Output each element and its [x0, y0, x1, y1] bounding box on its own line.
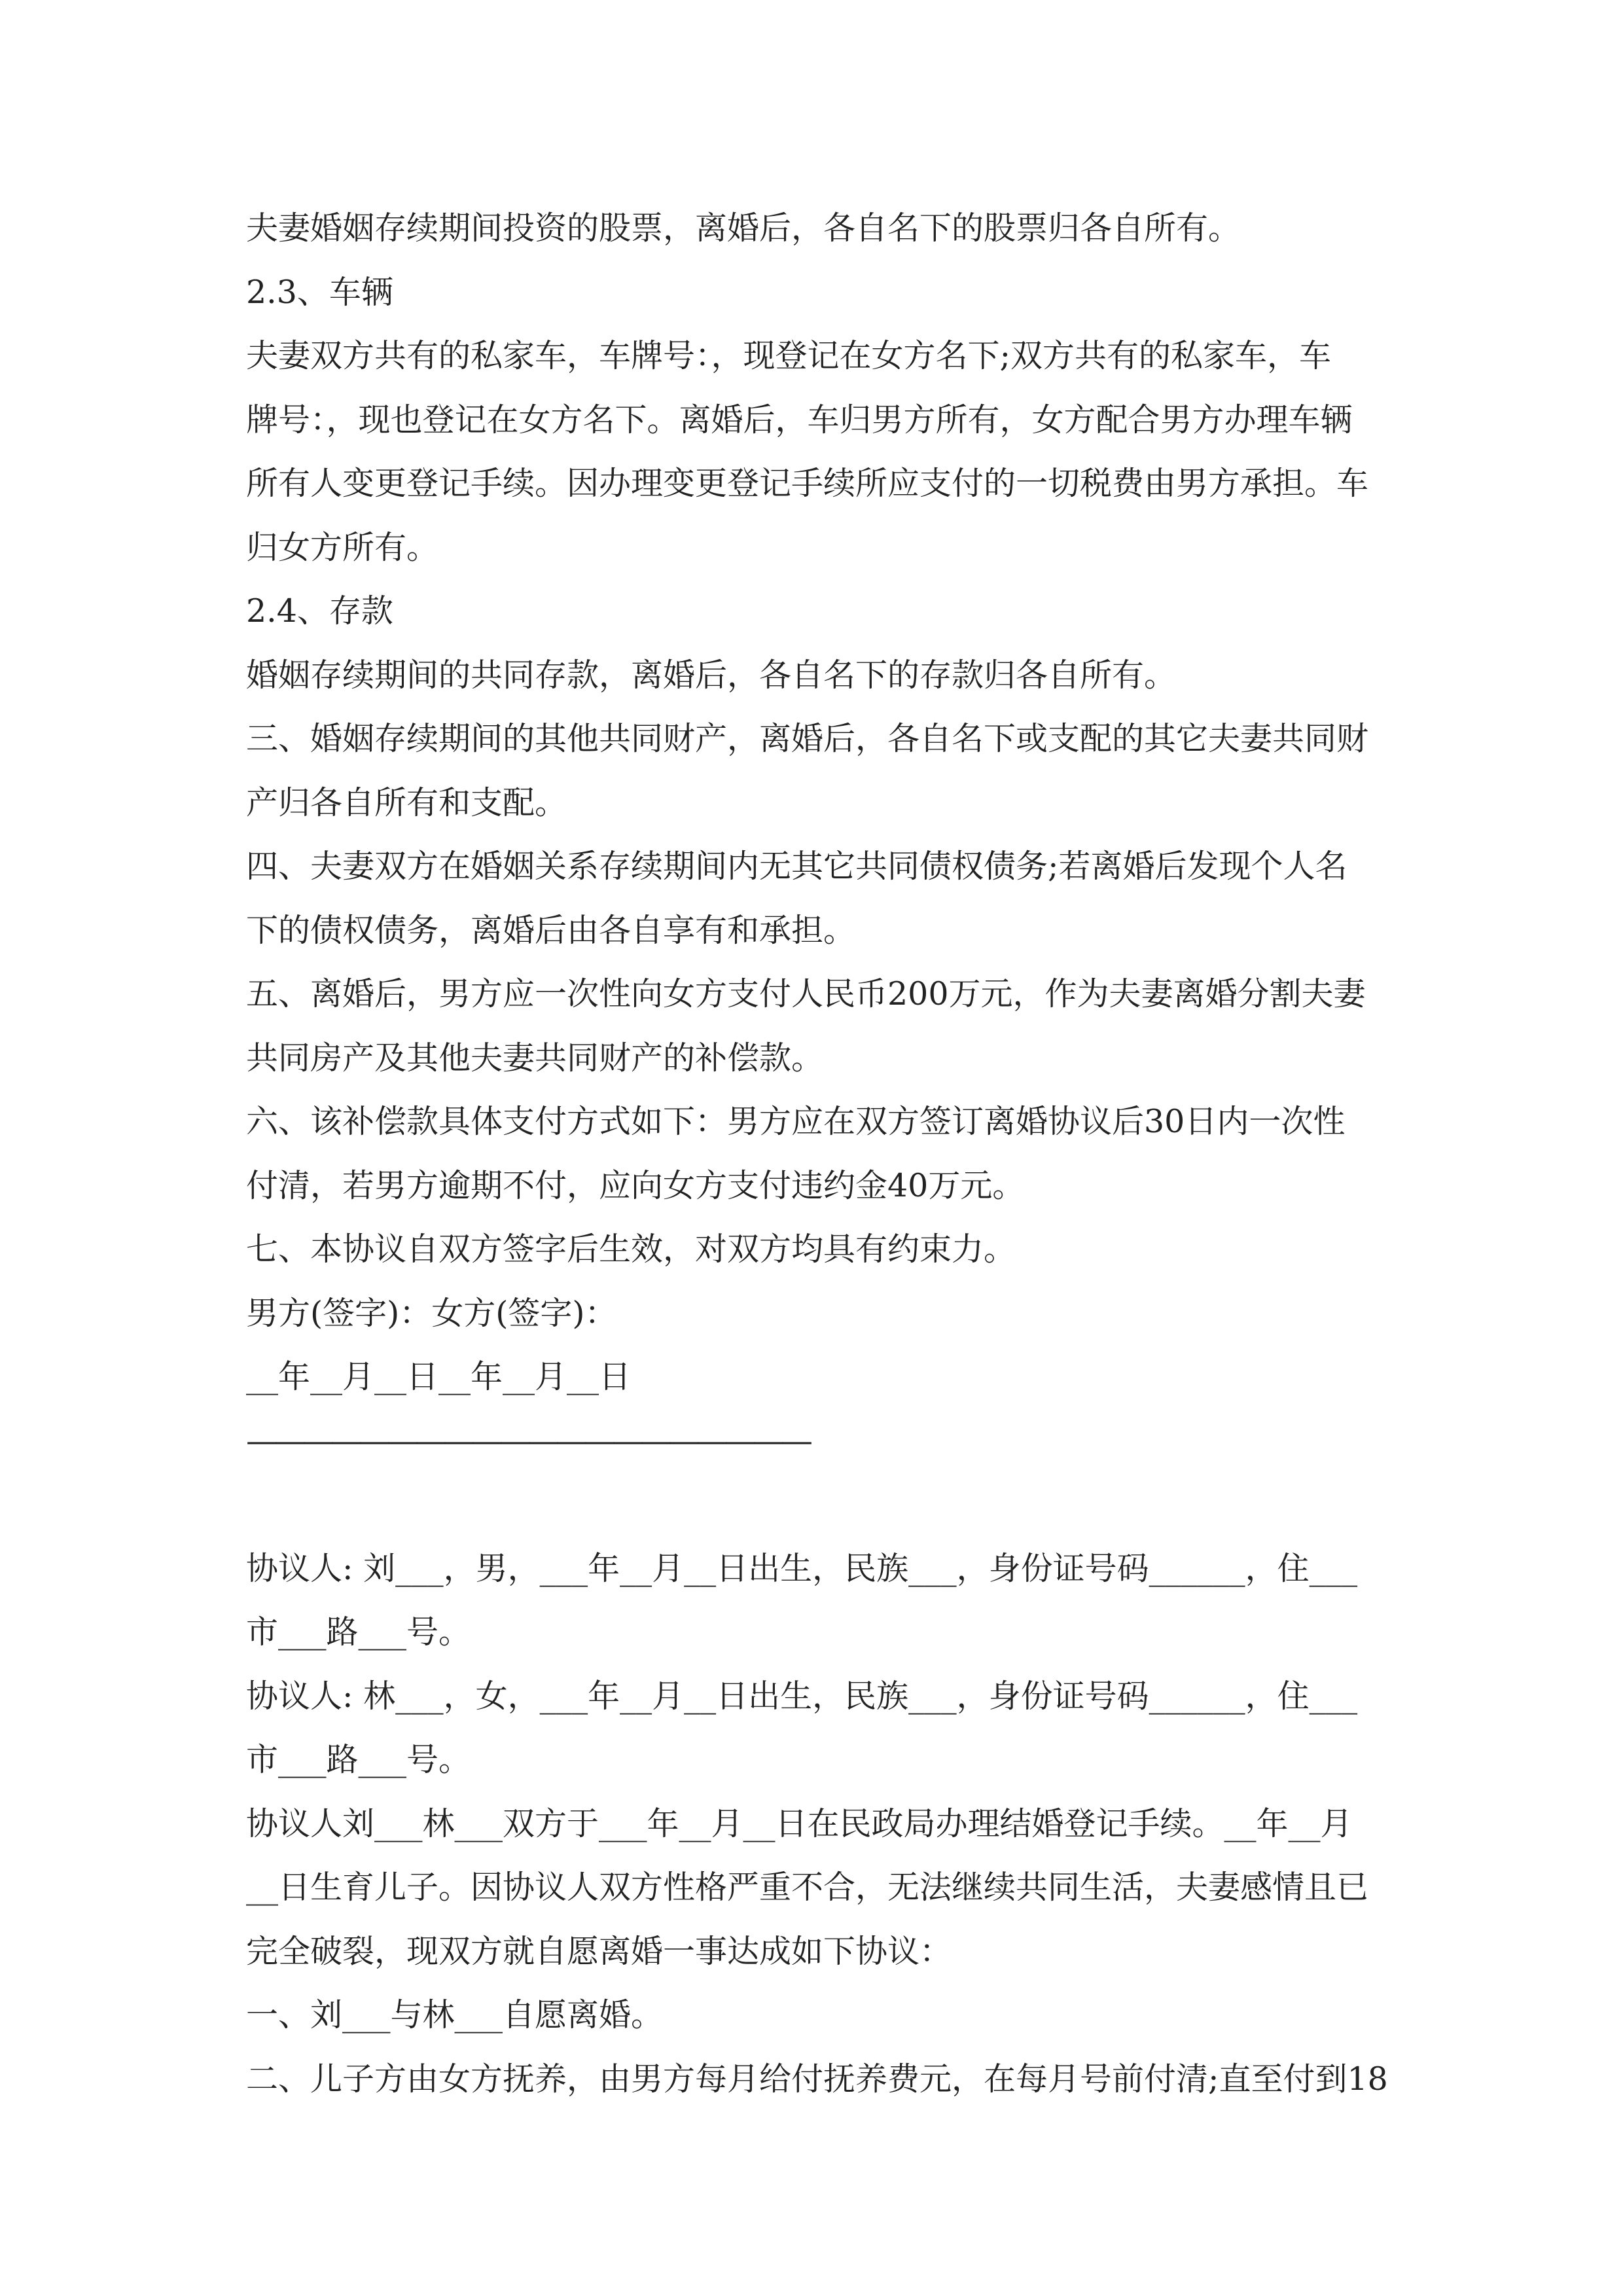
text-line: 产归各自所有和支配。 — [246, 783, 567, 821]
blank-gap — [246, 1473, 1385, 1537]
text-line: 一、刘___与林___自愿离婚。 — [246, 1996, 664, 2034]
separator-rule: ———————————————————— — [246, 1422, 809, 1460]
text-line: 下的债权债务，离婚后由各自享有和承担。 — [246, 911, 856, 949]
signature-labels: 男方(签字)：女方(签字)： — [246, 1294, 617, 1332]
text-line: 归女方所有。 — [246, 528, 439, 566]
text-line: 六、该补偿款具体支付方式如下：男方应在双方签订离婚协议后30日内一次性 — [246, 1103, 1346, 1140]
text-line: 所有人变更登记手续。因办理变更登记手续所应支付的一切税费由男方承担。车 — [246, 465, 1369, 502]
text-line: 共同房产及其他夫妻共同财产的补偿款。 — [246, 1039, 824, 1077]
text-line: __日生育儿子。因协议人双方性格严重不合，无法继续共同生活，夫妻感情且已 — [246, 1869, 1369, 1906]
party-info-line: 市___路___号。 — [246, 1741, 471, 1778]
text-line: 三、婚姻存续期间的其他共同财产，离婚后，各自名下或支配的其它夫妻共同财 — [246, 720, 1369, 757]
text-line: 夫妻双方共有的私家车，车牌号：，现登记在女方名下;双方共有的私家车，车 — [246, 337, 1332, 374]
party-info-line: 协议人: 林___，女，___年__月__日出生，民族___，身份证号码______，住___ — [246, 1677, 1358, 1715]
text-line: 完全破裂，现双方就自愿离婚一事达成如下协议： — [246, 1932, 952, 1970]
party-info-line: 协议人: 刘___，男，___年__月__日出生，民族___，身份证号码______，住___ — [246, 1549, 1358, 1587]
section-heading: 2.4、存款 — [246, 592, 393, 630]
signature-dates: __年__月__日__年__月__日 — [246, 1358, 632, 1395]
document-body — [246, 196, 1388, 2111]
text-line: 协议人刘___林___双方于___年__月__日在民政局办理结婚登记手续。__年__月 — [246, 1804, 1353, 1842]
text-line: 付清，若男方逾期不付，应向女方支付违约金40万元。 — [246, 1166, 1025, 1204]
text-line: 四、夫妻双方在婚姻关系存续期间内无其它共同债权债务;若离婚后发现个人名 — [246, 848, 1347, 885]
text-line: 五、离婚后，男方应一次性向女方支付人民币200万元，作为夫妻离婚分割夫妻 — [246, 975, 1366, 1013]
section-heading: 2.3、车辆 — [246, 273, 393, 311]
party-info-line: 市___路___号。 — [246, 1613, 471, 1651]
text-line: 夫妻婚姻存续期间投资的股票，离婚后，各自名下的股票归各自所有。 — [246, 209, 1241, 247]
text-line: 牌号：，现也登记在女方名下。离婚后，车归男方所有，女方配合男方办理车辆 — [246, 401, 1353, 439]
text-line: 七、本协议自双方签字后生效，对双方均具有约束力。 — [246, 1230, 1016, 1268]
text-line: 婚姻存续期间的共同存款，离婚后，各自名下的存款归各自所有。 — [246, 656, 1177, 694]
text-line: 二、儿子方由女方抚养，由男方每月给付抚养费元，在每月号前付清;直至付到18 — [246, 2060, 1388, 2098]
